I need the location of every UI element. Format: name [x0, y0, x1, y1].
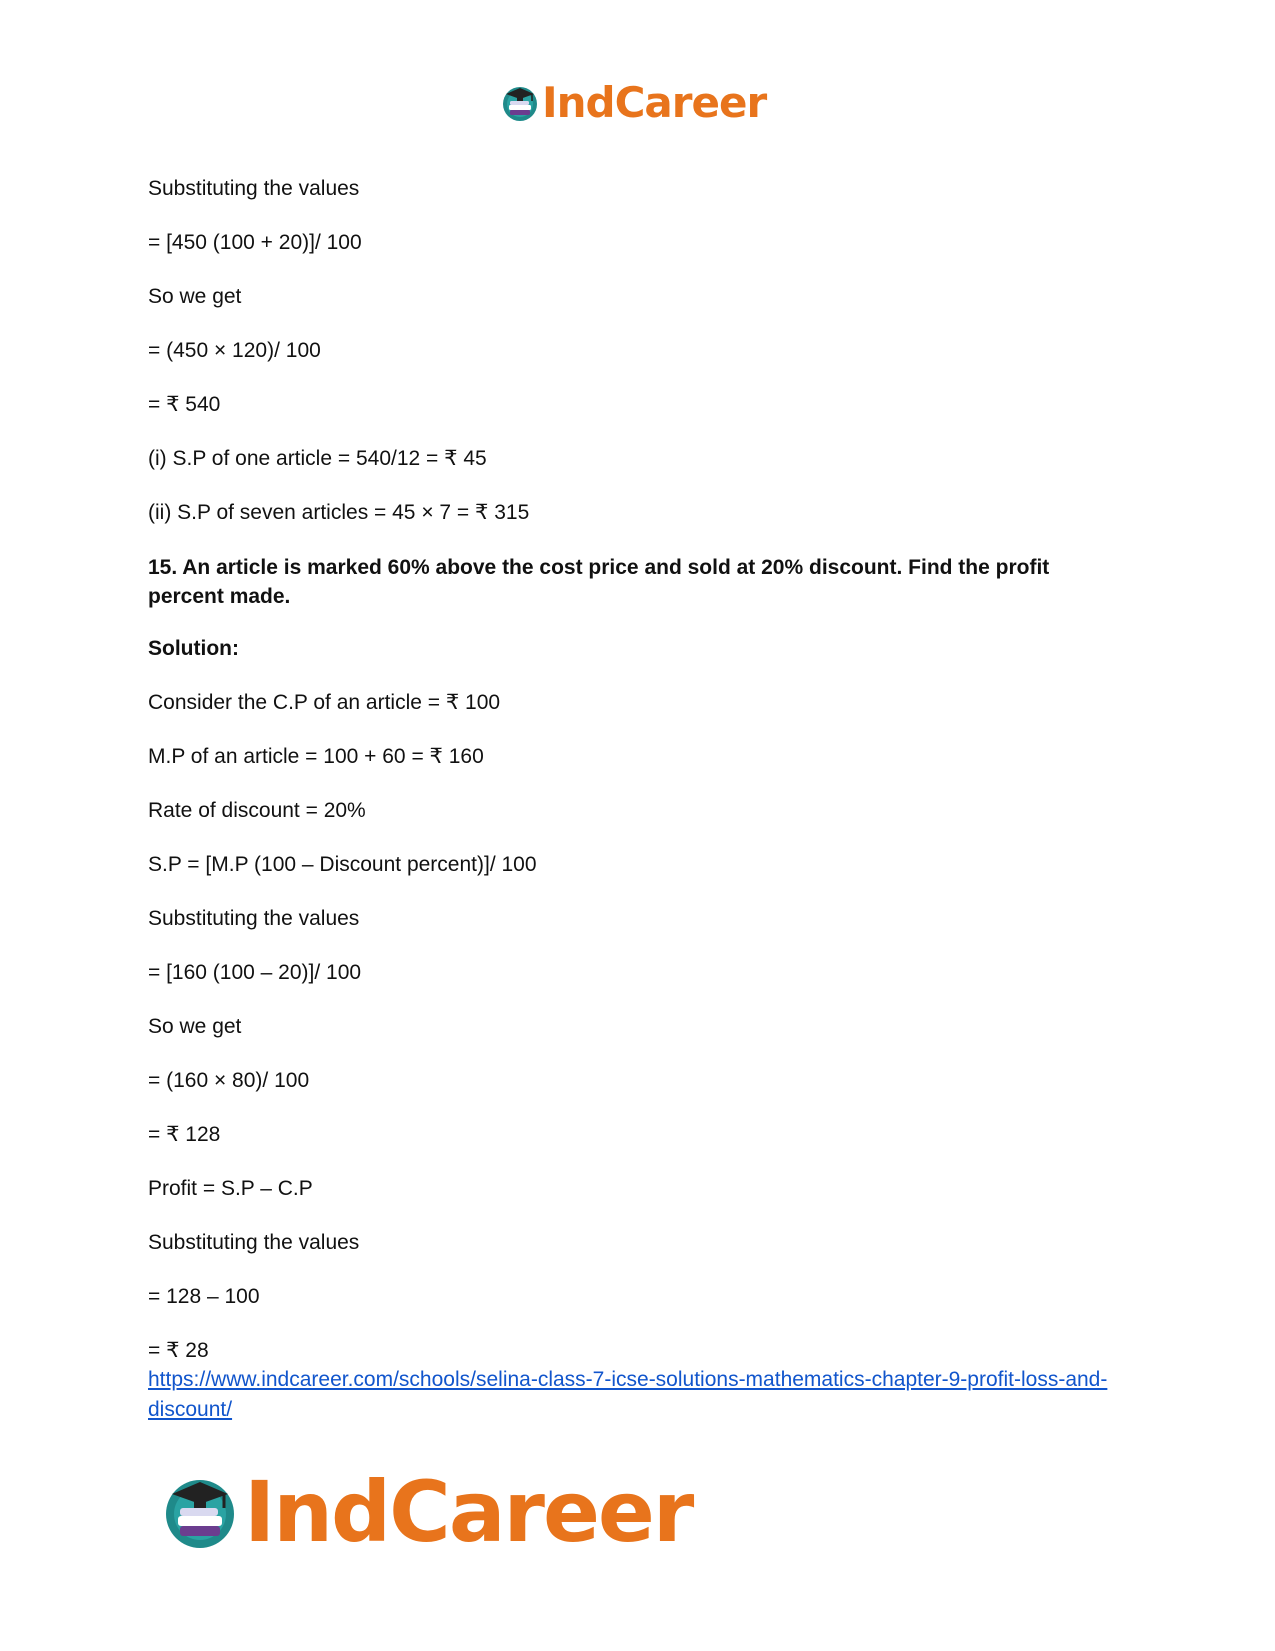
- text-line: Substituting the values: [148, 1231, 360, 1254]
- text-line: = 128 – 100: [148, 1285, 260, 1308]
- graduation-cap-books-icon: [160, 1472, 240, 1552]
- text-line: (i) S.P of one article = 540/12 = ₹ 45: [148, 447, 487, 470]
- text-line: = (450 × 120)/ 100: [148, 339, 321, 362]
- solution-label: Solution:: [148, 637, 239, 660]
- text-line: = [160 (100 – 20)]/ 100: [148, 961, 362, 984]
- text-line: S.P = [M.P (100 – Discount percent)]/ 100: [148, 853, 537, 876]
- text-line: Profit = S.P – C.P: [148, 1177, 313, 1200]
- text-line: M.P of an article = 100 + 60 = ₹ 160: [148, 745, 484, 768]
- text-line: = ₹ 540: [148, 393, 221, 416]
- text-line: Substituting the values: [148, 177, 360, 200]
- text-line: Substituting the values: [148, 907, 360, 930]
- text-line: Consider the C.P of an article = ₹ 100: [148, 691, 501, 714]
- text-line: Rate of discount = 20%: [148, 799, 366, 822]
- graduation-cap-books-icon: [500, 83, 540, 123]
- text-line: = ₹ 28: [148, 1339, 209, 1362]
- document-body: [148, 175, 1118, 1425]
- header-logo-text: IndCareer: [542, 78, 767, 127]
- question-heading: 15. An article is marked 60% above the cost price and sold at 20% discount. Find the profit percent made.: [148, 556, 1050, 608]
- header-logo: [500, 78, 766, 127]
- footer-logo-text: IndCareer: [244, 1463, 693, 1561]
- text-line: So we get: [148, 1015, 242, 1038]
- text-line: = (160 × 80)/ 100: [148, 1069, 310, 1092]
- text-line: = ₹ 128: [148, 1123, 221, 1146]
- footer-logo: [160, 1463, 692, 1561]
- text-line: So we get: [148, 285, 242, 308]
- source-link[interactable]: https://www.indcareer.com/schools/selina-class-7-icse-solutions-mathematics-chapter-9-profit-loss-and-discount/: [148, 1368, 1108, 1421]
- text-line: = [450 (100 + 20)]/ 100: [148, 231, 362, 254]
- text-line: (ii) S.P of seven articles = 45 × 7 = ₹ 315: [148, 501, 530, 524]
